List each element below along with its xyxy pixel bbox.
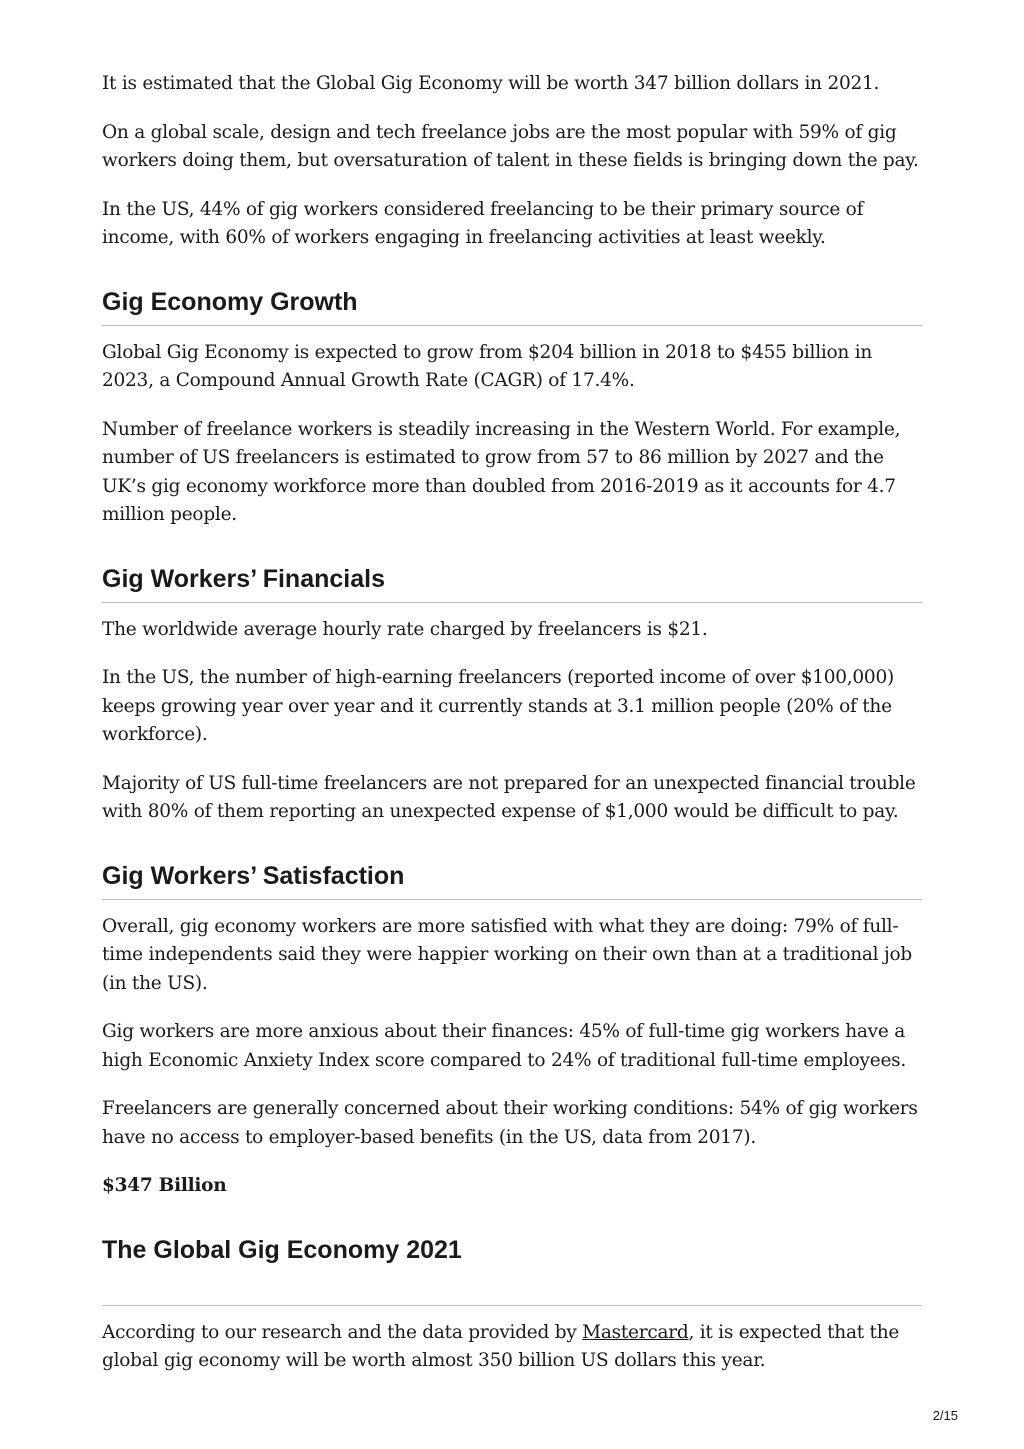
highlight-figure: $347 Billion [102,1175,227,1196]
section-divider [102,602,922,603]
section-divider [102,1305,922,1306]
global-2021-text-before: According to our research and the data provided by [102,1321,583,1343]
global-2021-text-after: , it is expected that the global gig economy will be worth almost 350 billion US dollars this year. [102,1321,900,1371]
global-2021-paragraph-1 [102,1319,922,1376]
section-divider [102,325,922,326]
financials-paragraph-1: The worldwide average hourly rate charged by freelancers is $21. [102,618,708,640]
satisfaction-paragraph-1: Overall, gig economy workers are more satisfied with what they are doing: 79% of full-time independents said they were happier working on their own than at a traditional job (in the US). [102,915,912,994]
intro-paragraph-3: In the US, 44% of gig workers considered freelancing to be their primary source of income, with 60% of workers engaging in freelancing activities at least weekly. [102,198,864,248]
growth-paragraph-2: Number of freelance workers is steadily increasing in the Western World. For example, number of US freelancers is estimated to grow from 57 to 86 million by 2027 and the UK’s gig economy workforce more than doubled from 2016-2019 as it accounts for 4.7 million people. [102,418,901,525]
satisfaction-paragraph-3: Freelancers are generally concerned about their working conditions: 54% of gig workers have no access to employer-based benefits (in the US, data from 2017). [102,1098,918,1148]
growth-paragraph-1: Global Gig Economy is expected to grow from $204 billion in 2018 to $455 billion in 2023, a Compound Annual Growth Rate (CAGR) of 17.4%. [102,341,873,391]
section-heading-satisfaction: Gig Workers’ Satisfaction [102,861,405,890]
intro-paragraph-2: On a global scale, design and tech freelance jobs are the most popular with 59% of gig workers doing them, but oversaturation of talent in these fields is bringing down the pay. [102,121,919,171]
section-heading-financials: Gig Workers’ Financials [102,564,385,593]
page-number: 2/15 [932,1408,958,1423]
document-page [102,70,922,1396]
intro-paragraph-1: It is estimated that the Global Gig Economy will be worth 347 billion dollars in 2021. [102,73,880,94]
heading-spacer [102,1273,922,1305]
mastercard-link[interactable]: Mastercard [582,1321,689,1343]
satisfaction-paragraph-2: Gig workers are more anxious about their finances: 45% of full-time gig workers have a high Economic Anxiety Index score compared to 24% of traditional full-time employees. [102,1021,907,1071]
section-gig-workers-financials [102,550,922,827]
section-heading-growth: Gig Economy Growth [102,287,358,316]
section-gig-workers-satisfaction [102,847,922,1201]
financials-paragraph-2: In the US, the number of high-earning freelancers (reported income of over $100,000) keeps growing year over year and it currently stands at 3.1 million people (20% of the workforce). [102,667,894,745]
section-heading-global-2021: The Global Gig Economy 2021 [102,1235,462,1264]
financials-paragraph-3: Majority of US full-time freelancers are not prepared for an unexpected financial trouble with 80% of them reporting an unexpected expense of $1,000 would be difficult to pay. [102,772,916,822]
section-gig-economy-growth [102,273,922,530]
section-global-gig-economy-2021 [102,1221,922,1376]
section-divider [102,899,922,900]
